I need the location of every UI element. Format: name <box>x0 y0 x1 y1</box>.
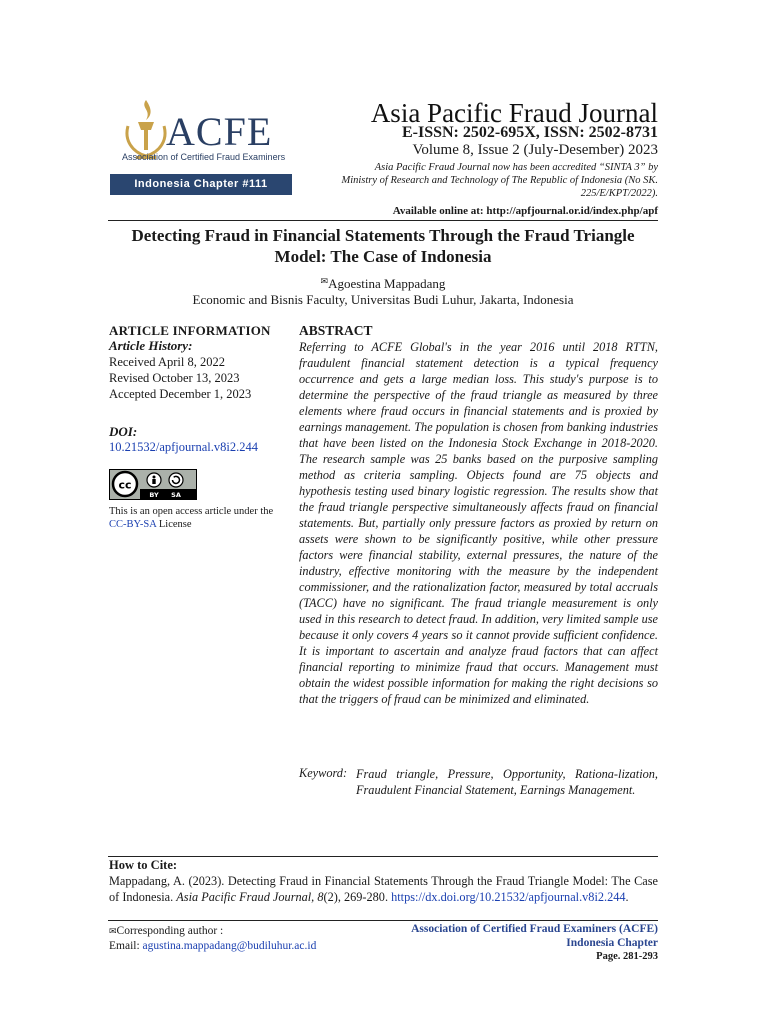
revised-date: Revised October 13, 2023 <box>109 371 240 385</box>
citation-end: . <box>625 890 629 904</box>
paper-title: Detecting Fraud in Financial Statements Through the Fraud Triangle Model: The Case of Indonesia <box>131 226 635 266</box>
citation-text <box>109 873 658 905</box>
license-text: This is an open access article under the <box>109 506 274 517</box>
header-divider <box>108 220 658 221</box>
license-suffix: License <box>158 519 192 530</box>
doi-link[interactable]: 10.21532/apfjournal.v8i2.244 <box>109 440 258 454</box>
open-access-note <box>109 505 289 531</box>
journal-title: Asia Pacific Fraud Journal <box>370 98 658 128</box>
available-online[interactable]: Available online at: http://apfjournal.or.id/index.php/apf <box>392 205 658 217</box>
chapter-banner: Indonesia Chapter #111 <box>110 174 292 195</box>
abstract-heading: ABSTRACT <box>299 323 373 338</box>
corresponding-label: Corresponding author : <box>116 925 224 937</box>
author-line <box>108 276 658 292</box>
citation-issue: (2), 269-280. <box>323 890 392 904</box>
article-history <box>109 354 251 402</box>
keywords: Fraud triangle, Pressure, Opportunity, Rationa-lization, Fraudulent Financial Statement, Earnings Management. <box>356 767 658 797</box>
email-label: Email: <box>109 940 143 952</box>
volume-issue: Volume 8, Issue 2 (July-Desember) 2023 <box>412 142 658 158</box>
abstract-text: Referring to ACFE Global's in the year 2016 until 2018 RTTN, fraudulent financial statement detection is a typical frequency occurrence and gets a large median loss. This study's purpose is to determine the perspective of the fraud triangle as measured by three elements where fraud occurs in financial statements and is proxied by earnings management. The population is chosen from banking industries that have been listed on the Indonesia Stock Exchange in 2018-2020. The research sample was 25 banks based on the purposive sampling method as criteria sampling. Objects found are 75 objects and hypothesis testing used binary logistic regression. The results show that the fraud triangle perspective simultaneously affects fraud on financial statements. But, partially only pressure factors as proxied by return on assets were shown to be significantly positive, while other pressure factors were financial stability, external pressures, the nature of the industry, effective monitoring with the measure by the independent commissioner, and the rationalization factor, measured by total accruals (TACC) have no significant. The fraud triangle measurement is only used in this research to detect fraud. In addition, very limited sample use because it only covers 4 years so it cannot provide sufficient confidence. It is important to ascertain and analyze fraud factors that can affect financial reporting to minimize fraud that occurs. Management must obtain the widest possible information for making the right decisions so that the triggers of fraud can be minimized and eliminated. <box>299 340 658 706</box>
citation-doi-link[interactable]: https://dx.doi.org/10.21532/apfjournal.v8i2.244 <box>391 890 626 904</box>
envelope-icon: ✉ <box>109 926 117 936</box>
email-link[interactable]: agustina.mappadang@budiluhur.ac.id <box>142 940 317 952</box>
cc-by-sa-icon[interactable] <box>109 469 197 500</box>
logo-subtitle: Association of Certified Fraud Examiners <box>122 152 286 162</box>
how-to-cite-heading: How to Cite: <box>109 858 178 872</box>
footer-divider <box>108 920 658 921</box>
page-range: Page. 281-293 <box>596 951 658 962</box>
citation-divider <box>108 856 658 857</box>
doi-label: DOI: <box>109 424 138 439</box>
accepted-date: Accepted December 1, 2023 <box>109 387 252 401</box>
received-date: Received April 8, 2022 <box>109 355 225 369</box>
issn: E-ISSN: 2502-695X, ISSN: 2502-8731 <box>401 124 658 141</box>
org-name: Association of Certified Fraud Examiners (ACFE) <box>411 923 658 935</box>
citation-journal: Asia Pacific Fraud Journal, 8 <box>176 890 324 904</box>
accreditation-note: Asia Pacific Fraud Journal now has been accredited “SINTA 3” by Ministry of Research and Technology of The Republic of Indonesia (No SK. 225/E/KPT/2022). <box>341 162 658 199</box>
keyword-label: Keyword: <box>299 766 348 780</box>
citation-plain: Mappadang, A. (2023). Detecting Fraud in Financial Statements Through the Fraud Triangle Model: The Case of Indonesia. <box>109 874 658 904</box>
org-chapter: Indonesia Chapter <box>566 937 658 949</box>
svg-text:BY: BY <box>149 491 159 499</box>
article-history-label: Article History: <box>109 338 193 353</box>
envelope-icon: ✉ <box>320 276 329 286</box>
author-name: Agoestina Mappadang <box>328 276 446 291</box>
license-link[interactable]: CC-BY-SA <box>109 519 157 530</box>
svg-text:cc: cc <box>118 478 132 492</box>
logo-text: ACFE <box>166 109 273 154</box>
affiliation: Economic and Bisnis Faculty, Universitas Budi Luhur, Jakarta, Indonesia <box>192 292 574 307</box>
article-info-heading: ARTICLE INFORMATION <box>109 323 271 338</box>
corresponding-author <box>109 924 316 954</box>
svg-text:SA: SA <box>171 491 181 499</box>
